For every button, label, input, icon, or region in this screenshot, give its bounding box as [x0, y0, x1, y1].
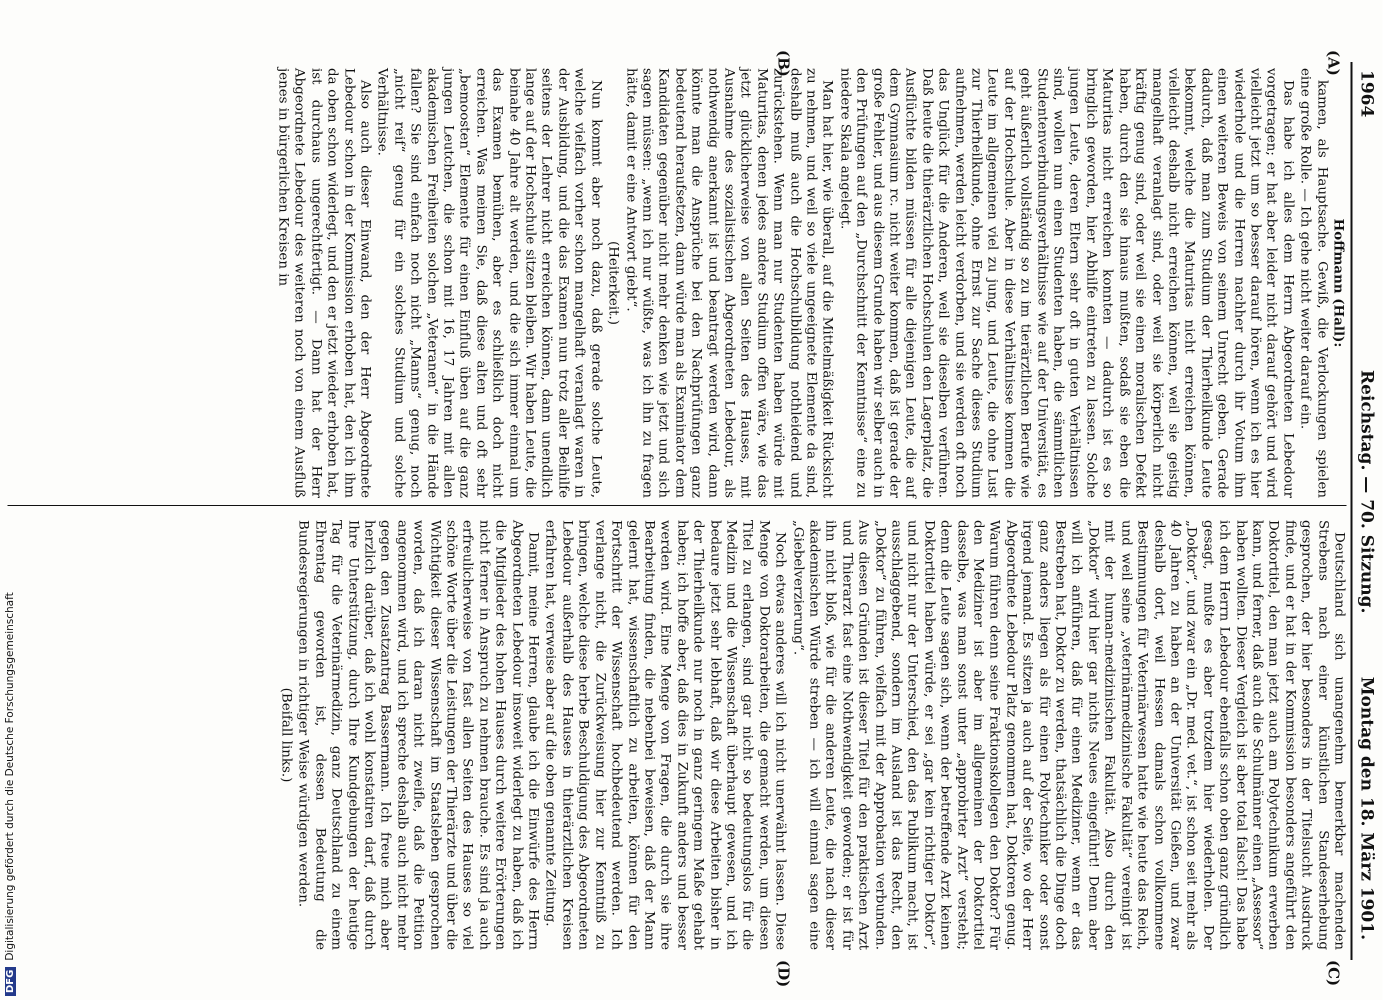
session-date: Montag den 18. März 1901.	[1356, 676, 1377, 940]
right-paragraph: Noch etwas anderes will ich nicht unerwähnt lassen. Diese Menge von Doktorarbeiten, die gemacht werden, um diesen Titel zu erlangen, sind gar nicht so bedeutungslos für die Medizin und die Wissenschaft überhaupt gewesen, und ich bedaure jetzt sehr lebhaft, daß wir diese Arbeiten bisher in der Thierheilkunde nur noch in ganz geringem Maße gehabt haben; ich hoffe aber, daß dies in Zukunft anders und besser werden wird. Eine Menge von Fragen, die durch sie ihre Bearbeitung finden, die nebenbei beweisen, daß der Mann gelernt hat, wissenschaftlich zu arbeiten, können für den Fortschritt der Wissenschaft hochbedeutend werden. Ich verlange nicht, die Zurückweisung hier zur Kenntniß zu bringen, welche diese herbe Beschuldigung des Abgeordneten Lebedour außerhalb des Hauses in thierärztlichen Kreisen erfahren hat, verweise aber auf die oben genannte Zeitung.	[543, 520, 788, 950]
right-paragraph: Damit, meine Herren, glaube ich die Einwürfe des Herrn Abgeordneten Lebedour insoweit widerlegt zu haben, daß ich die Mitglieder des hohen Hauses durch weitere Erörterungen nicht ferner in Anspruch zu nehmen brauche. Es sind ja auch erfreulicherweise von fast allen Seiten des Hauses so viel schöne Worte über die Leistungen der Thierärzte und über die Wichtigkeit dieser Wissenschaft im Staatsleben gesprochen worden, daß ich daran nicht zweifle, daß die Petition angenommen wird, und ich spreche deshalb auch nicht mehr gegen den Zusatzantrag Bassermann. Ich freue mich aber herzlich darüber, daß ich wohl konstatiren darf, daß durch Ihre Unterstützung, durch Ihre Kundgebungen der heutige Tag für die Veterinärmedizin, ganz Deutschland zu einem Ehrentag geworden ist, dessen Bedeutung die Bundesregierungen in richtiger Weise würdigen werden.	[295, 520, 541, 950]
speaker-name: Hoffmann (Hall):	[1330, 218, 1347, 348]
margin-mark-a: (A)	[1324, 50, 1343, 76]
digitization-footer	[4, 592, 16, 996]
margin-mark-c: (C)	[1324, 960, 1343, 987]
left-column	[273, 68, 1346, 498]
right-paragraph: Deutschland sich unangenehm bemerkbar machenden Strebens nach einer künstlichen Standeserhebung gesprochen, der hier besonders in der Titelsucht Ausdruck finde, und er hat in der Kommission besonders angeführt den Doktortitel, den man jetzt auch am Polytechnikum erwerben kann, und ferner, daß auch die Schulmänner einen „Assessor“ haben wollten. Dieser Vergleich ist aber total falsch! Das habe ich dem Herrn Lebedour ebenfalls schon oben ganz gründlich gesagt, mußte es aber trotzdem hier wiederholen. Der „Doktor“, und zwar ein „Dr. med. vet.“, ist schon seit mehr als 40 Jahren zu haben an der Universität Gießen, und zwar deshalb dort, weil Hessen damals schon vollkommene Bestimmungen für Veterinärwesen hatte wie heute das Reich, und weil seine „veterinärmedizinische Fakultät“ vereinigt ist mit der human-medizinischen Fakultät. Also durch den „Doktor“ wird hier gar nichts Neues eingeführt! Denn aber will ich anführen, daß für einen Mediziner, wenn er das Bestreben hat, Doktor zu werden, thatsächlich die Dinge doch ganz anders liegen als für einen Polytechniker oder sonst irgend jemand. Es sitzen ja auch auf der Seite, wo der Herr Abgeordnete Lebedour Platz genommen hat, Doktoren genug. Warum führen denn seine Fraktionskollegen den Doktor? Für den Mediziner ist aber im allgemeinen der Doktortitel dasselbe, was man sonst unter „approbirter Arzt“ versteht; denn die Leute sagen sich, wenn der betreffende Arzt keinen Doktortitel haben würde, er sei „gar kein richtiger Doktor“, und nicht nur der Unterschied, den das Publikum macht, ist ausschlaggebend, sondern im Ausland ist das Recht, den „Doktor“ zu führen, vielfach mit der Approbation verbunden. Aus diesen Gründen ist dieser Titel für den praktischen Arzt und Thierarzt fast eine Nothwendigkeit geworden; er ist für ihn nicht bloß, wie für die anderen Leute, die nach dieser akademischen Würde streben — ich will einmal sagen eine „Giebelverzierung“.	[790, 520, 1347, 950]
session-title: Reichstag. — 70. Sitzung.	[1356, 370, 1377, 614]
margin-mark-b: (B)	[774, 50, 793, 77]
right-column	[276, 520, 1346, 950]
header-rule	[1351, 62, 1353, 960]
footer-text: Digitalisierung gefördert durch die Deutsche Forschungsgemeinschaft	[4, 592, 16, 961]
margin-mark-d: (D)	[774, 960, 793, 988]
left-paragraph: Nun kommt aber noch dazu, daß gerade solche Leute, welche vielfach vorher schon mangelhaft veranlagt waren in der Ausbildung, und die das Examen nun trotz aller Beihilfe seitens der Lehrer nicht erreichen können, dann unendlich lange auf der Hochschule sitzen bleiben. Wir haben Leute, die beinahe 40 Jahre alt werden, und die sich immer einmal um das Examen bemühen, aber es schließlich doch nicht erreichen. Was meinen Sie, daß diese alten und oft sehr „bemoosten“ Elemente für einen Einfluß üben auf die ganz jungen Leutchen, die schon mit 16, 17 Jahren mit allen akademischen Freiheiten solchen „Veteranen“ in die Hände fallen? Sie sind einfach noch nicht „Manns“ genug, noch „nicht reif“ genug für ein solches Studium und solche Verhältnisse.	[374, 68, 604, 498]
dfg-logo: DFG	[5, 967, 16, 996]
left-paragraph: kamen, als Hauptsache. Gewiß, die Verlockungen spielen eine große Rolle. — Ich gehe nicht weiter darauf ein.	[1297, 68, 1330, 498]
interjection: (Beifall links.)	[278, 687, 294, 783]
page-number: 1964	[1356, 70, 1377, 118]
left-paragraph: Also auch dieser Einwand, den der Herr Abgeordnete Lebedour schon in der Kommission erhoben hat, den ich ihm da oben schon widerlegt, und den er jetzt wieder erhoben hat, ist durchaus ungerechtfertigt. — Dann hat der Herr Abgeordnete Lebedour des weiteren noch von einem Ausfluß jenes in bürgerlichen Kreisen in	[275, 68, 373, 498]
column-divider	[8, 505, 1347, 506]
left-paragraph: Das habe ich alles dem Herrn Abgeordneten Lebedour vorgetragen; er hat aber leider nicht darauf gehört und wird vielleicht jetzt um so besser darauf hören, wenn ich es hier wiederhole und die Herren nachher durch ihr Votum ihm einen weiteren Beweis von seinem Unrecht geben. Gerade dadurch, daß man zum Studium der Thierheilkunde Leute bekommt, welche die Maturitas nicht erreichen können, vielleicht deshalb nicht erreichen können, weil sie geistig mangelhaft veranlagt sind, oder weil sie körperlich nicht kräftig genug sind, oder weil sie einen moralischen Defekt haben, durch den sie hinaus mußten, sodaß sie eben die Maturitas nicht erreichen konnten — dadurch ist es so bringlich geworden, hier Abhilfe eintreten zu lassen. Solche jungen Leute, deren Eltern sehr oft in guten Verhältnissen sind, wollen nun einen Studenten haben, die sämmtlichen Studentenverbindungsverhältnisse wie auf der Universität, es geht äußerlich vollständig so zu im tierärztlichen Berufe wie auf der Hochschule. Aber in diese Verhältnisse kommen die Leute im allgemeinen viel zu jung, und Leute, die ohne Lust zur Thierheilkunde, ohne Ernst zur Sache dieses Studium aufnehmen, werden leicht verdorben, und sie werden oft noch das Unglück für die Anderen, weil sie dieselben verführen. Daß heute die thierärztlichen Hochschulen den Lagerplatz, die Ausflüchte bilden müssen für alle diejenigen Leute, die auf dem Gymnasium rc. nicht weiter kommen, daß ist gerade der große Fehler, und aus diesem Grunde haben wir selber auch in den Prüfungen auf den „Durchschnitt der Kenntnisse“ eine zu niedere Skala angelegt.	[837, 68, 1296, 498]
page-header	[1355, 70, 1377, 940]
interjection: (Heiterkeit.)	[605, 241, 621, 325]
left-paragraph: Man hat hier, wie überall, auf die Mittelmäßigkeit Rücksicht zu nehmen, und weil so viele ungeeignete Elemente da sind, deshalb muß auch die Hochschulbildung nothleidend und zurückstehen. Wenn man nur Studenten haben würde mit Maturitas, denen jedes andere Studium offen wäre, wie das jetzt glücklicherweise von allen Seiten des Hauses, mit Ausnahme des sozialistischen Abgeordneten Lebedour, als nothwendig anerkannt ist und beantragt werden wird, dann könnte man die Ansprüche bei den Nachprüfungen ganz bedeutend heraufsetzen, dann würde man als Examinator dem Kandidaten gegenüber nicht mehr denken wie jetzt und sich sagen müssen: „wenn ich nur wüßte, was ich ihn zu fragen hätte, damit er eine Antwort giebt“.	[623, 68, 835, 498]
